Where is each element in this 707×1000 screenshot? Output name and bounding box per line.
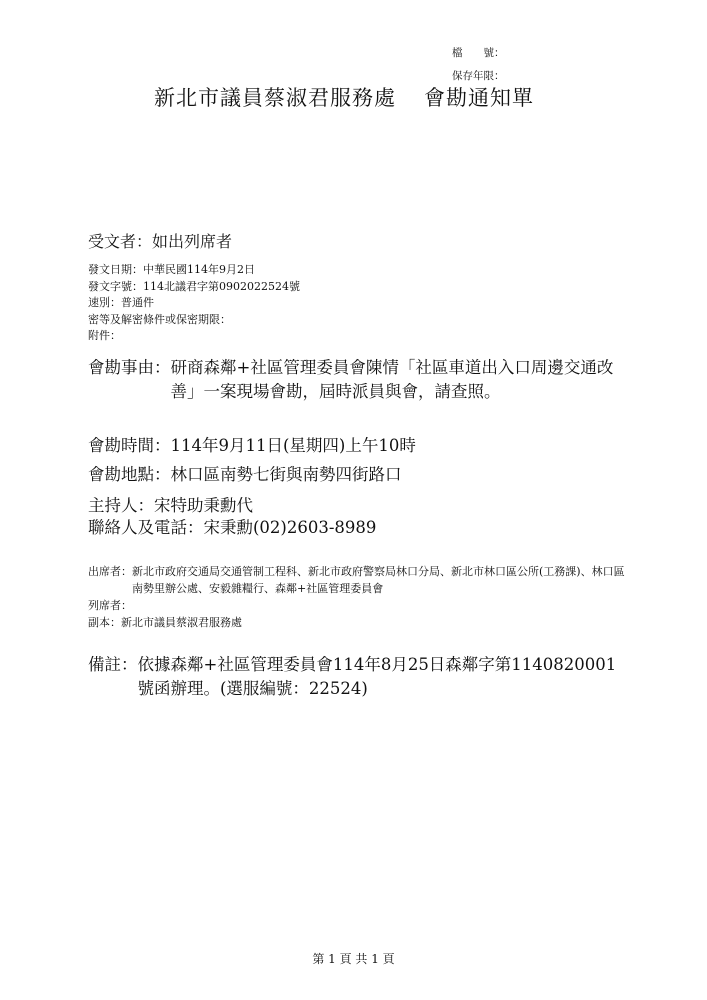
inspection-location: 會勘地點：林口區南勢七街與南勢四街路口 — [88, 465, 402, 484]
inspection-subject-text: 研商森鄰+社區管理委員會陳情「社區車道出入口周邊交通改善」一案現場會勘，屆時派員與會，請查照。 — [170, 358, 614, 401]
delivery-speed: 速別：普通件 — [88, 296, 154, 309]
secrecy-level: 密等及解密條件或保密期限： — [88, 312, 231, 326]
inspection-subject-label: 會勘事由： — [88, 358, 171, 377]
document-title — [154, 82, 534, 112]
carbon-copy: 副本：新北市議員蔡淑君服務處 — [88, 616, 242, 629]
reference-number: 發文字號：114北議君字第0902022524號 — [88, 279, 300, 293]
document-meta — [88, 262, 300, 345]
inspection-subject — [88, 356, 618, 404]
attendee-list — [88, 563, 628, 597]
page-number: 第 1 頁 共 1 頁 — [312, 952, 395, 966]
file-number-label: 檔 號： — [452, 47, 505, 59]
attachments: 附件： — [88, 329, 121, 342]
remarks-text: 依據森鄰+社區管理委員會114年8月25日森鄰字第1140820001號函辦理。(選服編號：22524) — [137, 655, 617, 698]
remarks-label: 備註： — [88, 655, 138, 674]
attendees-label: 出席者： — [88, 565, 132, 578]
addressee: 受文者：如出列席者 — [88, 232, 233, 251]
host: 主持人：宋特助秉勳代 — [88, 496, 253, 515]
attendees-text: 新北市政府交通局交通管制工程科、新北市政府警察局林口分局、新北市林口區公所(工務課)、林口區南勢里辦公處、安毅雜糧行、森鄰+社區管理委員會 — [132, 565, 625, 595]
inspection-time: 會勘時間：114年9月11日(星期四)上午10時 — [88, 436, 416, 455]
observers: 列席者： — [88, 599, 132, 612]
issue-date: 發文日期：中華民國114年9月2日 — [88, 263, 255, 276]
contact-person: 聯絡人及電話：宋秉勳(02)2603-8989 — [88, 518, 377, 537]
attendee-section — [88, 563, 628, 631]
issuing-office: 新北市議員蔡淑君服務處 — [154, 86, 396, 110]
remarks — [88, 653, 618, 701]
retention-period-label: 保存年限： — [452, 70, 505, 82]
document-type: 會勘通知單 — [424, 86, 534, 110]
